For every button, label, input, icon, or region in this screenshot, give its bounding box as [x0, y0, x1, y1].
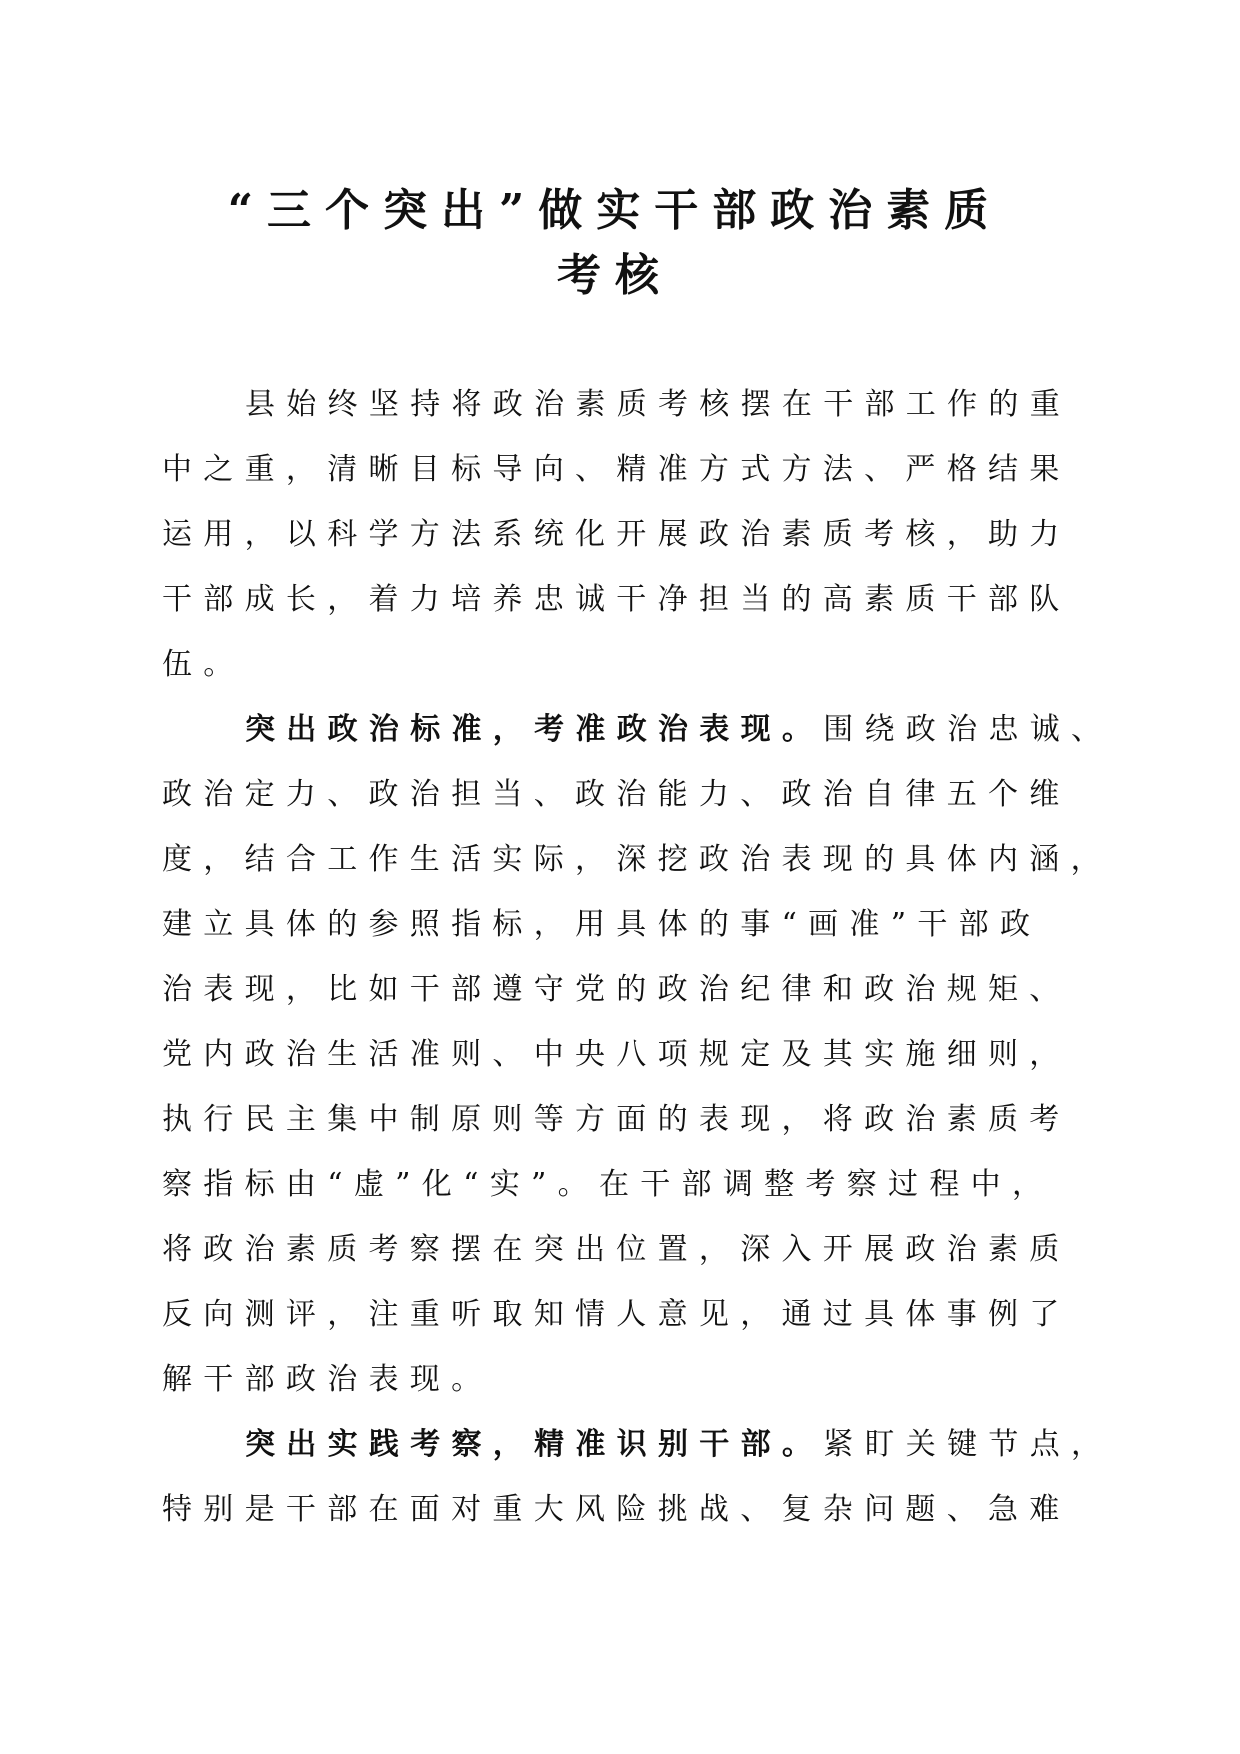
- intro-line: 运用，以科学方法系统化开展政治素质考核，助力: [162, 517, 1071, 552]
- section1-line: 反向测评，注重听取知情人意见，通过具体事例了: [162, 1297, 1071, 1332]
- section1-line: 将政治素质考察摆在突出位置，深入开展政治素质: [162, 1232, 1071, 1267]
- section1-line: 察指标由“虚”化“实”。在干部调整考察过程中，: [162, 1167, 1054, 1202]
- section1-heading: 突出政治标准，考准政治表现。: [245, 712, 824, 747]
- section2-heading: 突出实践考察，精准识别干部。: [245, 1427, 824, 1462]
- section1-line: 建立具体的参照指标，用具体的事“画准”干部政: [162, 907, 1042, 942]
- intro-line: 县始终坚持将政治素质考核摆在干部工作的重: [245, 387, 1071, 422]
- section1-line: 政治定力、政治担当、政治能力、政治自律五个维: [162, 777, 1071, 812]
- section1-line: 度，结合工作生活实际，深挖政治表现的具体内涵，: [162, 842, 1112, 877]
- section1-line: 党内政治生活准则、中央八项规定及其实施细则，: [162, 1037, 1071, 1072]
- intro-line: 中之重，清晰目标导向、精准方式方法、严格结果: [162, 452, 1071, 487]
- section2-line: 特别是干部在面对重大风险挑战、复杂问题、急难: [162, 1492, 1071, 1527]
- section1-line: 执行民主集中制原则等方面的表现，将政治素质考: [162, 1102, 1071, 1137]
- intro-line: 伍。: [162, 647, 245, 682]
- section1-line: 治表现，比如干部遵守党的政治纪律和政治规矩、: [162, 972, 1071, 1007]
- document-title-line-1: “三个突出”做实干部政治素质: [227, 185, 1003, 236]
- section1-first-line: [162, 697, 1113, 762]
- section2-first-line-text: 紧盯关键节点，: [823, 1427, 1113, 1462]
- document-body: [162, 372, 1113, 1542]
- section2-first-line: [162, 1412, 1113, 1477]
- document-title-line-2: 考核: [557, 250, 673, 301]
- section1-first-line-text: 围绕政治忠诚、: [823, 712, 1113, 747]
- intro-line: 干部成长，着力培养忠诚干净担当的高素质干部队: [162, 582, 1071, 617]
- section1-line: 解干部政治表现。: [162, 1362, 493, 1397]
